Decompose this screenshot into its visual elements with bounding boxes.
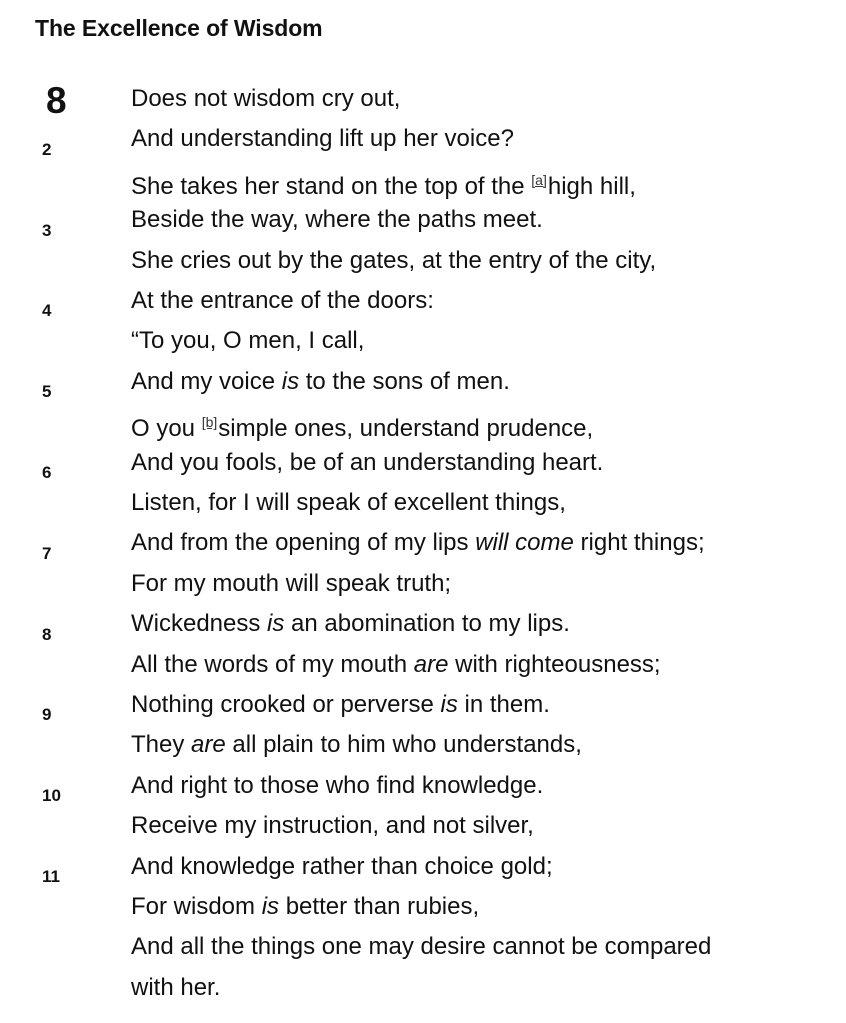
verse-line: [131, 725, 831, 765]
verse-line: [131, 564, 831, 604]
italic-word: is: [267, 610, 285, 638]
verse-line: [131, 200, 831, 240]
verse-line: [131, 119, 831, 159]
verse-line: [131, 847, 831, 887]
verse-text: All the words of my mouth: [131, 650, 414, 678]
verse-text: Beside the way, where the paths meet.: [131, 206, 543, 234]
verse-number: 8: [42, 624, 52, 644]
verse-line: [131, 927, 831, 967]
verse-text: Wickedness: [131, 610, 268, 638]
verse-text: For wisdom: [131, 893, 262, 920]
verse-text: to the sons of men.: [299, 367, 510, 395]
verse-number: 7: [42, 543, 52, 563]
verse-line: [131, 362, 831, 402]
italic-word: are: [413, 650, 449, 678]
verse-text: And you fools, be of an understanding heart.: [131, 448, 604, 476]
verse-line: [131, 645, 831, 685]
verse-line: [131, 241, 831, 281]
verse-line: [131, 281, 831, 321]
italic-word: are: [191, 731, 226, 759]
italic-word: is: [261, 893, 280, 920]
verse-text: And all the things one may desire cannot be compared: [131, 933, 712, 961]
verse-text: with righteousness;: [448, 650, 661, 678]
verse-text: all plain to him who understands,: [225, 731, 582, 759]
footnote-link[interactable]: [b]: [201, 414, 218, 431]
italic-word: will come: [475, 529, 574, 557]
verse-text: And my voice: [131, 367, 282, 395]
verse-text: And from the opening of my lips: [131, 529, 476, 557]
verse-text: She cries out by the gates, at the entry of the city,: [131, 246, 657, 274]
verse-line: [131, 79, 831, 119]
verse-text: At the entrance of the doors:: [131, 286, 434, 314]
verse-number: 6: [42, 463, 52, 482]
verse-number: 10: [42, 786, 61, 806]
footnote-link[interactable]: [a]: [531, 171, 547, 188]
verse-text: Receive my instruction, and not silver,: [131, 812, 534, 840]
section-heading: The Excellence of Wisdom: [35, 15, 323, 41]
verse-number: 5: [42, 382, 52, 402]
verse-line: [131, 523, 831, 563]
verse-line: [131, 443, 831, 483]
chapter-number: 8: [46, 80, 67, 121]
verse-text: For my mouth will speak truth;: [131, 569, 452, 597]
verse-line: [131, 321, 831, 361]
verse-number: 2: [42, 139, 52, 159]
verse-line: [131, 604, 831, 644]
verse-text: O you: [131, 415, 202, 443]
verse-text: And understanding lift up her voice?: [131, 125, 514, 153]
verse-text: high hill,: [547, 172, 636, 200]
verse-number: 9: [42, 705, 52, 725]
verse-line: [131, 483, 831, 523]
verse-text: And right to those who find knowledge.: [131, 771, 544, 799]
verse-number: 3: [42, 220, 52, 240]
verse-line: [131, 968, 831, 1008]
verse-line: [131, 887, 831, 927]
verse-number: 11: [42, 867, 60, 886]
verse-text: And knowledge rather than choice gold;: [131, 852, 553, 880]
verse-text: simple ones, understand prudence,: [218, 415, 594, 443]
verse-text: Does not wisdom cry out,: [131, 85, 401, 112]
verse-text: right things;: [573, 529, 705, 557]
verse-text: They: [131, 731, 192, 759]
verse-text: in them.: [457, 690, 550, 718]
verse-text: She takes her stand on the top of the: [131, 172, 532, 200]
verse-text: an abomination to my lips.: [284, 610, 570, 638]
verse-text: Nothing crooked or perverse: [131, 690, 441, 718]
verse-line: [131, 766, 831, 806]
verse-text: “To you, O men, I call,: [131, 327, 365, 355]
verse-text: with her.: [131, 973, 221, 1001]
verse-text: Listen, for I will speak of excellent things,: [131, 489, 566, 516]
italic-word: is: [440, 690, 458, 718]
verse-line: [131, 806, 831, 846]
verse-line: [131, 685, 831, 725]
verse-text: better than rubies,: [279, 893, 480, 920]
verse-number: 4: [42, 301, 52, 321]
italic-word: is: [281, 367, 300, 395]
